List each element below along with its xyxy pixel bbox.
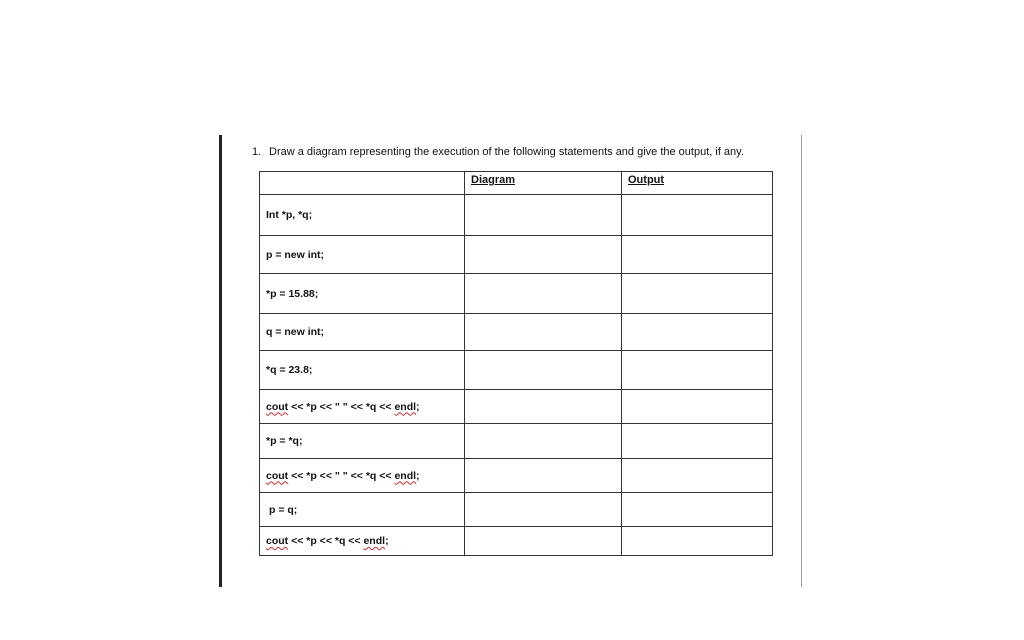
statements-table bbox=[259, 171, 773, 556]
table-row bbox=[260, 351, 773, 390]
code-endl: endl bbox=[394, 400, 417, 413]
code-cout: cout bbox=[266, 469, 289, 482]
code-middle: << *p << *q << bbox=[288, 535, 364, 547]
code-middle: << *p << " " << *q << bbox=[288, 469, 395, 482]
statement-cell bbox=[260, 459, 465, 493]
left-margin-rule bbox=[219, 135, 222, 587]
code-middle: << *p << " " << *q << bbox=[288, 400, 395, 413]
statement-cell bbox=[260, 527, 465, 556]
statement-cell: q = new int; bbox=[260, 314, 465, 351]
code-cout: cout bbox=[266, 535, 289, 547]
diagram-cell[interactable] bbox=[465, 195, 622, 236]
table-row bbox=[260, 390, 773, 424]
table-row bbox=[260, 195, 773, 236]
output-cell[interactable] bbox=[622, 527, 773, 556]
table-row bbox=[260, 459, 773, 493]
table-row bbox=[260, 527, 773, 556]
table-row bbox=[260, 236, 773, 274]
table-row bbox=[260, 493, 773, 527]
output-cell[interactable] bbox=[622, 390, 773, 424]
output-cell[interactable] bbox=[622, 493, 773, 527]
diagram-cell[interactable] bbox=[465, 314, 622, 351]
statement-cell: *p = 15.88; bbox=[260, 274, 465, 314]
right-margin-rule bbox=[801, 135, 802, 587]
output-cell[interactable] bbox=[622, 314, 773, 351]
statement-cell: p = new int; bbox=[260, 236, 465, 274]
diagram-cell[interactable] bbox=[465, 236, 622, 274]
table-row bbox=[260, 274, 773, 314]
table-row bbox=[260, 314, 773, 351]
table-header-row bbox=[260, 172, 773, 195]
header-diagram: Diagram bbox=[465, 172, 622, 195]
statement-cell: *q = 23.8; bbox=[260, 351, 465, 390]
statement-cell bbox=[260, 390, 465, 424]
table-row bbox=[260, 424, 773, 459]
header-statement bbox=[260, 172, 465, 195]
output-cell[interactable] bbox=[622, 195, 773, 236]
diagram-cell[interactable] bbox=[465, 274, 622, 314]
output-cell[interactable] bbox=[622, 236, 773, 274]
header-output: Output bbox=[622, 172, 773, 195]
output-cell[interactable] bbox=[622, 459, 773, 493]
code-semicolon: ; bbox=[416, 400, 420, 413]
statement-cell: Int *p, *q; bbox=[260, 195, 465, 236]
output-cell[interactable] bbox=[622, 424, 773, 459]
code-endl: endl bbox=[363, 535, 386, 547]
diagram-cell[interactable] bbox=[465, 527, 622, 556]
statement-cell: p = q; bbox=[260, 493, 465, 527]
diagram-cell[interactable] bbox=[465, 424, 622, 459]
question-text: Draw a diagram representing the execution of the following statements and give the output, if any. bbox=[269, 146, 744, 158]
output-cell[interactable] bbox=[622, 274, 773, 314]
statement-cell: *p = *q; bbox=[260, 424, 465, 459]
diagram-cell[interactable] bbox=[465, 351, 622, 390]
diagram-cell[interactable] bbox=[465, 493, 622, 527]
output-cell[interactable] bbox=[622, 351, 773, 390]
code-semicolon: ; bbox=[385, 535, 389, 547]
code-cout: cout bbox=[266, 400, 289, 413]
diagram-cell[interactable] bbox=[465, 459, 622, 493]
question-number: 1. bbox=[252, 146, 262, 158]
diagram-cell[interactable] bbox=[465, 390, 622, 424]
code-semicolon: ; bbox=[416, 469, 420, 482]
code-endl: endl bbox=[394, 469, 417, 482]
